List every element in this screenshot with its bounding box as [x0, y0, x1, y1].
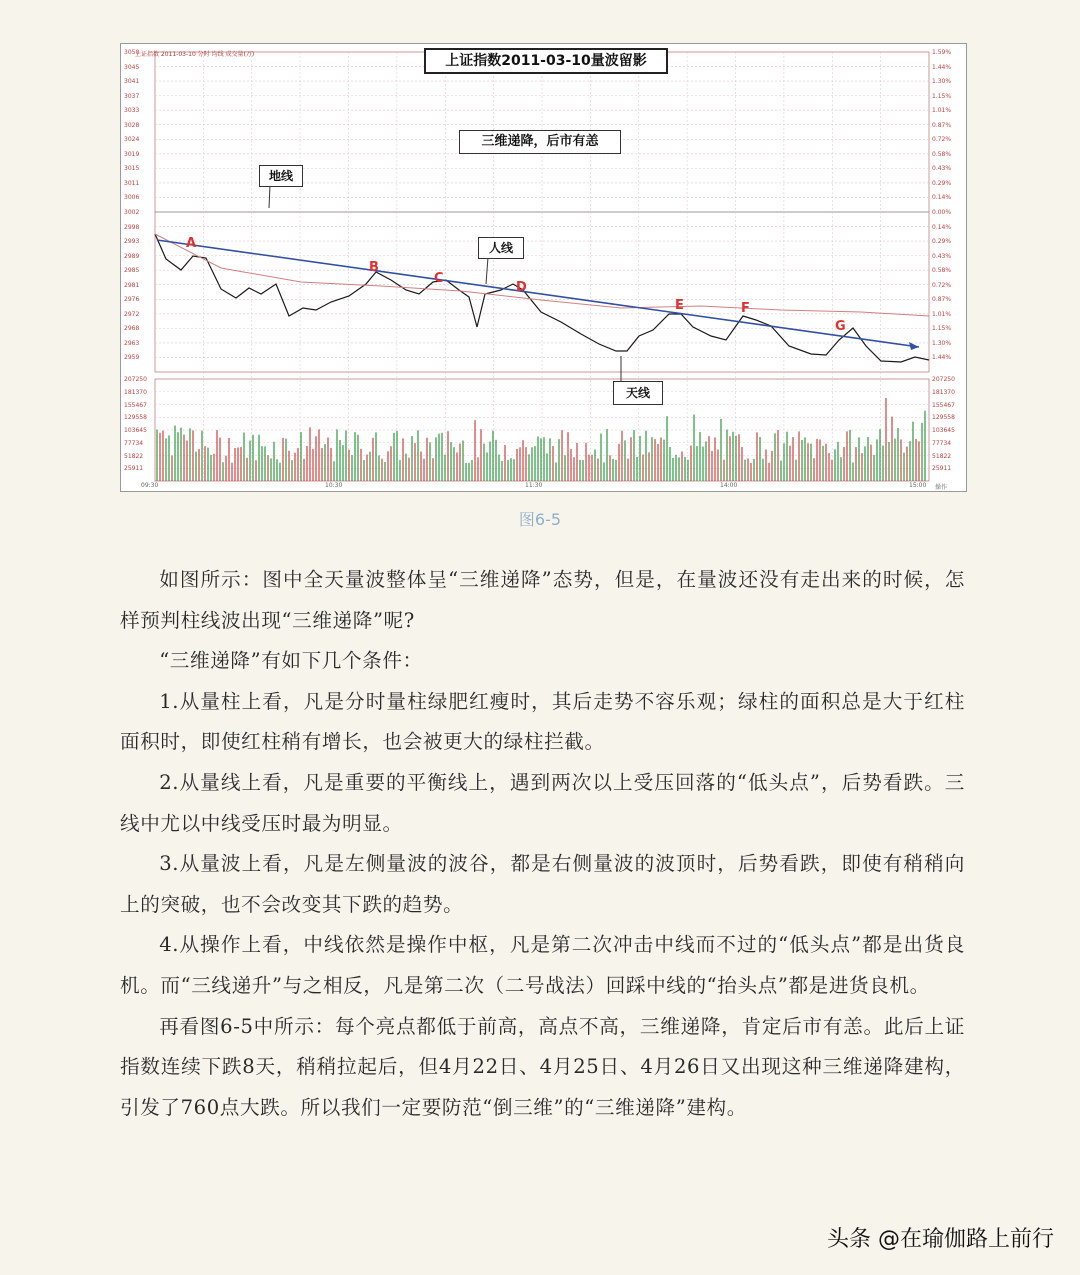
paragraph: 2.从量线上看，凡是重要的平衡线上，遇到两次以上受压回落的“低头点”，后势看跌。三线中尤以中线受压时最为明显。	[120, 770, 965, 835]
right-axis-tick-label: 25911	[932, 465, 952, 473]
right-axis-tick-label: 1.30%	[932, 78, 952, 86]
left-axis-tick-label: 2959	[124, 354, 140, 362]
right-axis-tick-label: 0.29%	[932, 238, 952, 246]
left-axis-tick-label: 3041	[124, 78, 140, 86]
watermark-footer: 头条 @在瑜伽路上前行	[827, 1227, 1054, 1252]
right-axis-tick-label: 1.30%	[932, 339, 952, 347]
right-axis-tick-label: 129558	[932, 414, 955, 422]
right-axis-tick-label: 77734	[932, 439, 952, 447]
left-axis-tick-label: 207250	[124, 376, 147, 383]
left-axis-tick-label: 2981	[124, 281, 140, 289]
left-axis-tick-label: 3015	[124, 165, 140, 173]
right-axis-tick-label: 1.01%	[932, 310, 952, 318]
intraday-chart	[120, 43, 967, 492]
figure-caption: 图6-5	[518, 510, 562, 529]
point-label-f: F	[741, 301, 750, 316]
left-axis-tick-label: 2968	[124, 325, 140, 333]
left-axis-tick-label: 103645	[124, 427, 147, 434]
chart-title: 上证指数2011-03-10量波留影	[424, 48, 668, 74]
right-axis-tick-label: 155467	[932, 401, 955, 409]
right-axis-tick-label: 0.00%	[932, 209, 952, 216]
right-axis-tick-label: 1.44%	[932, 63, 952, 71]
point-label-e: E	[675, 298, 684, 313]
point-label-g: G	[835, 319, 846, 334]
right-axis-tick-label: 0.43%	[932, 165, 952, 173]
left-axis-tick-label: 77734	[124, 439, 144, 447]
left-axis-tick-label: 3045	[124, 63, 140, 71]
right-axis-tick-label: 0.58%	[932, 267, 952, 275]
right-axis-tick-label: 1.44%	[932, 354, 952, 362]
body-text	[120, 560, 965, 1128]
right-axis-tick-label: 0.14%	[932, 194, 952, 202]
left-axis-tick-label: 2989	[124, 252, 140, 260]
right-axis-tick-label: 1.15%	[932, 92, 952, 100]
left-axis-tick-label: 3037	[124, 92, 140, 100]
paragraph: “三维递降”有如下几个条件：	[159, 649, 423, 673]
point-label-c: C	[434, 271, 444, 286]
right-axis-tick-label: 51822	[932, 452, 952, 460]
left-axis-tick-label: 129558	[124, 414, 147, 422]
left-axis-tick-label: 2976	[124, 296, 140, 304]
right-axis-tick-label: 181370	[932, 388, 955, 396]
left-axis-tick-label: 3028	[124, 121, 140, 129]
right-axis-tick-label: 0.29%	[932, 179, 952, 187]
paragraph: 1.从量柱上看，凡是分时量柱绿肥红瘦时，其后走势不容乐观；绿柱的面积总是大于红柱面积时，即使红柱稍有增长，也会被更大的绿柱拦截。	[120, 689, 965, 754]
annotation-summary: 三维递降，后市有恙	[459, 130, 621, 154]
right-axis-tick-label: 1.15%	[932, 325, 952, 333]
point-label-b: B	[369, 260, 379, 275]
human-line-pointer	[486, 257, 488, 284]
left-axis-tick-label: 25911	[124, 465, 144, 473]
x-axis-tick-label: 15:00	[909, 482, 927, 489]
annotation-human-line: 人线	[478, 237, 524, 259]
left-axis-tick-label: 3033	[124, 107, 140, 115]
right-axis-tick-label: 0.72%	[932, 136, 952, 144]
left-axis-tick-label: 3024	[124, 136, 140, 144]
right-axis-tick-label: 1.01%	[932, 107, 952, 115]
paragraph: 3.从量波上看，凡是左侧量波的波谷，都是右侧量波的波顶时，后势看跌，即使有稍稍向上的突破，也不会改变其下跌的趋势。	[120, 852, 965, 916]
left-axis-tick-label: 2963	[124, 339, 140, 347]
right-axis-tick-label: 0.72%	[932, 281, 952, 289]
paragraph: 如图所示：图中全天量波整体呈“三维递降”态势，但是，在量波还没有走出来的时候，怎样预判柱线波出现“三维递降”呢?	[120, 568, 965, 632]
trend-line	[157, 240, 919, 347]
earth-line-pointer	[269, 185, 270, 208]
left-axis-tick-label: 2985	[124, 267, 140, 275]
left-axis-tick-label: 51822	[124, 452, 144, 460]
point-label-a: A	[186, 236, 197, 251]
point-label-d: D	[516, 280, 527, 295]
annotation-sky-line: 天线	[613, 381, 663, 405]
left-axis-tick-label: 2998	[124, 223, 140, 231]
left-axis-tick-label: 3019	[124, 150, 140, 158]
right-axis-tick-label: 1.59%	[932, 49, 952, 56]
left-axis-tick-label: 2972	[124, 310, 140, 318]
right-axis-tick-label: 0.58%	[932, 150, 952, 158]
average-line	[155, 234, 929, 316]
chart-corner-label: 操作	[935, 484, 948, 491]
left-axis-tick-label: 3050	[124, 49, 140, 56]
left-axis-tick-label: 2993	[124, 238, 140, 246]
left-axis-tick-label: 3002	[124, 209, 140, 216]
right-axis-tick-label: 0.43%	[932, 252, 952, 260]
right-axis-tick-label: 0.87%	[932, 296, 952, 304]
left-axis-tick-label: 181370	[124, 388, 147, 396]
x-axis-tick-label: 14:00	[720, 482, 738, 489]
chart-graphic	[121, 44, 966, 491]
right-axis-tick-label: 207250	[932, 376, 955, 383]
left-axis-tick-label: 3011	[124, 179, 140, 187]
annotation-earth-line: 地线	[259, 165, 303, 187]
chart-header-info: 上证指数 2011-03-10 分时 均线 成交量(万)	[135, 51, 255, 58]
right-axis-tick-label: 0.14%	[932, 223, 952, 231]
paragraph: 4.从操作上看，中线依然是操作中枢，凡是第二次冲击中线而不过的“低头点”都是出货良机。而“三线递升”与之相反，凡是第二次（二号战法）回踩中线的“抬头点”都是进货良机。	[120, 933, 965, 997]
right-axis-tick-label: 103645	[932, 427, 955, 434]
x-axis-tick-label: 10:30	[325, 482, 343, 489]
x-axis-tick-label: 11:30	[525, 482, 543, 489]
paragraph: 再看图6-5中所示：每个亮点都低于前高，高点不高，三维递降，肯定后市有恙。此后上证指数连续下跌8天，稍稍拉起后，但4月22日、4月25日、4月26日又出现这种三维递降建构，引发了760点大跌。所以我们一定要防范“倒三维”的“三维递降”建构。	[120, 1014, 965, 1119]
right-axis-tick-label: 0.87%	[932, 121, 952, 129]
left-axis-tick-label: 155467	[124, 401, 147, 409]
left-axis-tick-label: 3006	[124, 194, 140, 202]
x-axis-tick-label: 09:30	[141, 482, 159, 489]
